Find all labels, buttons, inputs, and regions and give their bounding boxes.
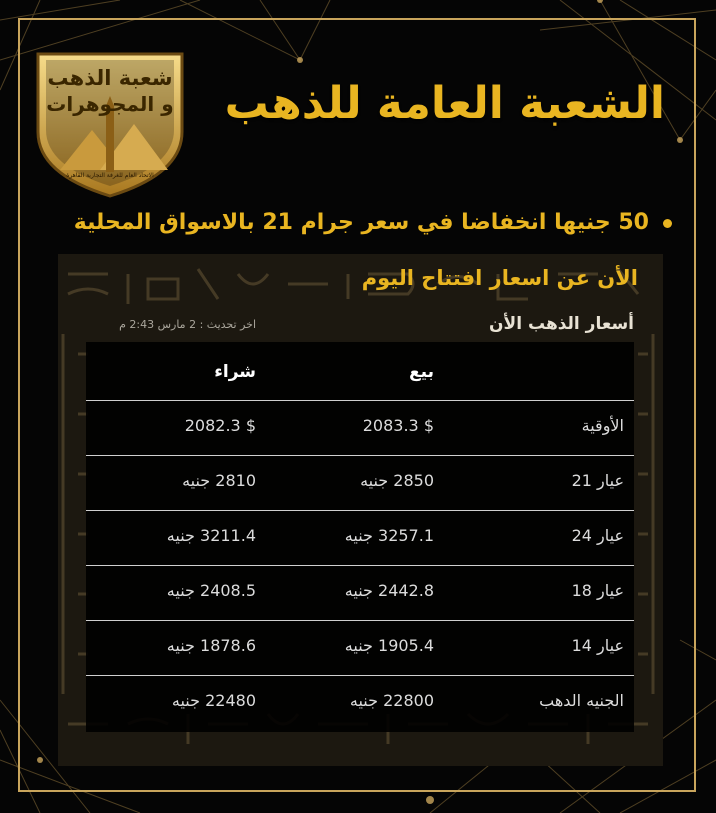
table-row [86, 456, 634, 511]
cell-sell: 3257.1 جنيه [344, 526, 434, 545]
cell-buy: $ 2082.3 [184, 416, 256, 435]
news-headline-text: 50 جنيها انخفاضا في سعر جرام 21 بالاسواق المحلية [73, 210, 649, 235]
cell-sell: 2850 جنيه [360, 471, 434, 490]
cell-buy: 2810 جنيه [182, 471, 256, 490]
logo-text-line2: و المجوهرات [46, 92, 174, 116]
news-headline [50, 210, 672, 235]
cell-name: عيار 21 [571, 471, 624, 490]
cell-name: عيار 18 [571, 581, 624, 600]
table-row [86, 566, 634, 621]
column-header-sell: بيع [409, 362, 434, 382]
table-row [86, 621, 634, 676]
association-logo [30, 46, 190, 198]
cell-name: عيار 24 [571, 526, 624, 545]
cell-buy: 3211.4 جنيه [166, 526, 256, 545]
page-title: الشعبة العامة للذهب [224, 78, 665, 129]
logo-text-line1: شعبة الذهب [47, 66, 173, 90]
table-row [86, 676, 634, 730]
prices-section-title: أسعار الذهب الأن [489, 314, 634, 334]
column-header-buy: شراء [214, 362, 256, 382]
cell-sell: 1905.4 جنيه [344, 636, 434, 655]
cell-sell: 22800 جنيه [349, 691, 434, 710]
bullet-icon [663, 219, 672, 228]
cell-buy: 2408.5 جنيه [166, 581, 256, 600]
cell-buy: 1878.6 جنيه [166, 636, 256, 655]
cell-name: عيار 14 [571, 636, 624, 655]
cell-sell: $ 2083.3 [362, 416, 434, 435]
gold-prices-table [86, 342, 634, 732]
cell-name: الأوقية [581, 416, 624, 435]
logo-caption: الاتحاد العام للغرفة التجارية القاهرة [66, 172, 154, 179]
table-row [86, 511, 634, 566]
table-row [86, 401, 634, 456]
table-header [86, 342, 634, 401]
news-subline: الأن عن اسعار افتتاح اليوم [361, 266, 638, 290]
cell-name: الجنيه الدهب [539, 691, 624, 710]
last-updated-text: اخر تحديث : 2 مارس 2:43 م [119, 318, 256, 331]
cell-buy: 22480 جنيه [171, 691, 256, 710]
cell-sell: 2442.8 جنيه [344, 581, 434, 600]
